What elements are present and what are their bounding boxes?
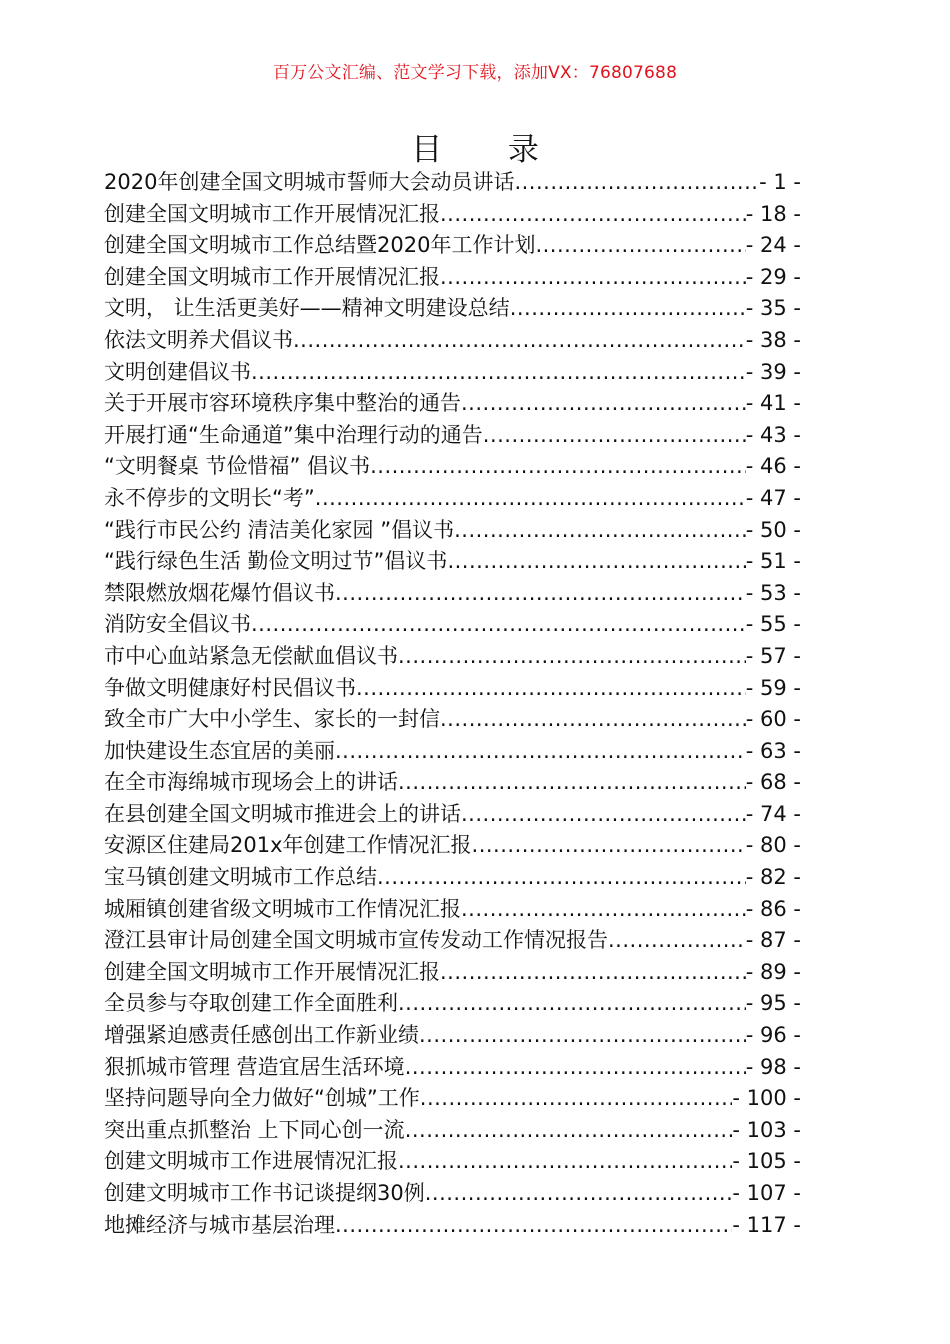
toc-entry-title: 坚持问题导向全力做好“创城”工作	[104, 1086, 420, 1111]
toc-leader-dots	[461, 799, 746, 831]
toc-entry-page: - 105 -	[732, 1149, 801, 1174]
toc-entry-page: - 29 -	[745, 264, 801, 289]
toc-entry-page: - 51 -	[745, 549, 801, 574]
toc-entry[interactable]	[104, 1020, 801, 1052]
toc-entry-title: 增强紧迫感责任感创出工作新业绩	[104, 1023, 419, 1048]
toc-entry-title: “文明餐桌 节俭惜福” 倡议书	[104, 454, 371, 479]
toc-entry-title: “践行绿色生活 勤俭文明过节”倡议书	[104, 549, 448, 574]
toc-entry-page: - 103 -	[732, 1117, 801, 1142]
toc-leader-dots	[440, 199, 746, 231]
toc-title: 目 录	[411, 132, 567, 168]
toc-entry-page: - 39 -	[745, 359, 801, 384]
toc-leader-dots	[398, 767, 746, 799]
toc-entry-page: - 41 -	[745, 391, 801, 416]
toc-entry[interactable]	[104, 957, 801, 989]
toc-entry-title: 创建文明城市工作进展情况汇报	[104, 1149, 398, 1174]
toc-entry[interactable]	[104, 167, 801, 199]
toc-entry-page: - 50 -	[745, 517, 801, 542]
toc-entry-page: - 95 -	[745, 991, 801, 1016]
toc-entry-title: 永不停步的文明长“考”	[104, 485, 315, 510]
toc-entry-title: 安源区住建局201x年创建工作情况汇报	[104, 833, 472, 858]
toc-entry-page: - 1 -	[759, 170, 801, 194]
toc-entry[interactable]	[104, 420, 801, 452]
toc-leader-dots	[356, 673, 746, 705]
toc-leader-dots	[315, 483, 746, 515]
toc-leader-dots	[335, 1210, 732, 1242]
toc-entry-page: - 80 -	[745, 833, 801, 858]
toc-leader-dots	[251, 357, 746, 389]
toc-entry-page: - 18 -	[745, 201, 801, 226]
toc-entry[interactable]	[104, 799, 801, 831]
toc-entry-title: 开展打通“生命通道”集中治理行动的通告	[104, 422, 483, 447]
table-of-contents	[104, 167, 801, 1241]
toc-entry-page: - 46 -	[745, 454, 801, 479]
toc-leader-dots	[405, 1052, 746, 1084]
toc-entry[interactable]	[104, 515, 801, 547]
toc-leader-dots	[425, 1178, 733, 1210]
watermark-header: 百万公文汇编、范文学习下载，添加VX：76807688	[272, 63, 678, 83]
toc-entry[interactable]	[104, 862, 801, 894]
toc-entry-title: 城厢镇创建省级文明城市工作情况汇报	[104, 896, 461, 921]
toc-entry-title: 创建全国文明城市工作总结暨2020年工作计划	[104, 233, 536, 258]
toc-entry-page: - 89 -	[745, 959, 801, 984]
toc-entry-title: 狠抓城市管理 营造宜居生活环境	[104, 1054, 405, 1079]
toc-entry-page: - 100 -	[732, 1086, 801, 1111]
toc-entry[interactable]	[104, 830, 801, 862]
toc-entry-page: - 87 -	[745, 928, 801, 953]
toc-entry-title: 2020年创建全国文明城市誓师大会动员讲话	[104, 170, 515, 194]
toc-leader-dots	[398, 641, 746, 673]
toc-entry-page: - 57 -	[745, 643, 801, 668]
toc-entry-title: 禁限燃放烟花爆竹倡议书	[104, 580, 335, 605]
toc-entry-title: 全员参与夺取创建工作全面胜利	[104, 991, 398, 1016]
toc-entry[interactable]	[104, 262, 801, 294]
toc-leader-dots	[251, 609, 746, 641]
toc-entry-title: 文明， 让生活更美好——精神文明建设总结	[104, 296, 510, 321]
toc-entry-page: - 117 -	[732, 1212, 801, 1237]
toc-entry-title: 创建文明城市工作书记谈提纲30例	[104, 1181, 425, 1205]
toc-entry[interactable]	[104, 325, 801, 357]
toc-entry-page: - 60 -	[745, 707, 801, 732]
toc-entry[interactable]	[104, 1052, 801, 1084]
toc-leader-dots	[461, 388, 746, 420]
toc-entry[interactable]	[104, 546, 801, 578]
toc-entry-page: - 63 -	[745, 738, 801, 763]
toc-entry-page: - 35 -	[745, 296, 801, 321]
toc-leader-dots	[454, 515, 746, 547]
toc-leader-dots	[377, 862, 746, 894]
toc-entry-title: 市中心血站紧急无偿献血倡议书	[104, 643, 398, 668]
toc-entry[interactable]	[104, 641, 801, 673]
toc-entry-title: 争做文明健康好村民倡议书	[104, 675, 356, 700]
toc-entry[interactable]	[104, 230, 801, 262]
toc-entry-title: 消防安全倡议书	[104, 612, 251, 637]
toc-entry-title: 澄江县审计局创建全国文明城市宣传发动工作情况报告	[104, 928, 608, 953]
toc-leader-dots	[510, 293, 746, 325]
toc-leader-dots	[535, 230, 745, 262]
toc-leader-dots	[440, 957, 746, 989]
toc-entry[interactable]	[104, 483, 801, 515]
toc-leader-dots	[370, 451, 746, 483]
toc-entry-page: - 59 -	[745, 675, 801, 700]
toc-entry-title: 依法文明养犬倡议书	[104, 327, 293, 352]
toc-entry-page: - 47 -	[745, 485, 801, 510]
toc-leader-dots	[335, 736, 746, 768]
toc-entry-title: 地摊经济与城市基层治理	[104, 1212, 335, 1237]
toc-entry[interactable]	[104, 1083, 801, 1115]
toc-entry-title: 加快建设生态宜居的美丽	[104, 738, 335, 763]
toc-entry-title: 突出重点抓整治 上下同心创一流	[104, 1117, 405, 1142]
toc-leader-dots	[472, 830, 746, 862]
toc-entry-title: 致全市广大中小学生、家长的一封信	[104, 707, 440, 732]
toc-entry[interactable]	[104, 388, 801, 420]
toc-entry-title: 创建全国文明城市工作开展情况汇报	[104, 201, 440, 226]
toc-leader-dots	[461, 894, 746, 926]
toc-entry-title: 关于开展市容环境秩序集中整治的通告	[104, 391, 461, 416]
toc-entry-page: - 82 -	[745, 865, 801, 890]
toc-entry-page: - 38 -	[745, 327, 801, 352]
toc-entry[interactable]	[104, 1146, 801, 1178]
toc-entry[interactable]	[104, 736, 801, 768]
toc-entry-page: - 43 -	[745, 422, 801, 447]
toc-entry-title: 创建全国文明城市工作开展情况汇报	[104, 959, 440, 984]
toc-leader-dots	[293, 325, 746, 357]
toc-entry[interactable]	[104, 199, 801, 231]
toc-entry[interactable]	[104, 451, 801, 483]
toc-leader-dots	[483, 420, 746, 452]
toc-leader-dots	[398, 1146, 732, 1178]
toc-entry-title: 在县创建全国文明城市推进会上的讲话	[104, 801, 461, 826]
toc-leader-dots	[335, 578, 746, 610]
toc-entry-page: - 107 -	[732, 1181, 801, 1205]
toc-leader-dots	[405, 1115, 733, 1147]
toc-entry-page: - 74 -	[745, 801, 801, 826]
toc-leader-dots	[447, 546, 745, 578]
toc-entry-title: 创建全国文明城市工作开展情况汇报	[104, 264, 440, 289]
toc-entry-title: 文明创建倡议书	[104, 359, 251, 384]
toc-leader-dots	[440, 262, 746, 294]
toc-entry[interactable]	[104, 1115, 801, 1147]
toc-leader-dots	[514, 167, 759, 199]
toc-entry[interactable]	[104, 673, 801, 705]
toc-leader-dots	[420, 1083, 733, 1115]
toc-leader-dots	[608, 925, 746, 957]
toc-entry[interactable]	[104, 609, 801, 641]
toc-entry[interactable]	[104, 704, 801, 736]
toc-entry[interactable]	[104, 578, 801, 610]
toc-entry[interactable]	[104, 1210, 801, 1242]
toc-leader-dots	[419, 1020, 746, 1052]
toc-entry-title: “践行市民公约 清洁美化家园 ”倡议书	[104, 517, 455, 542]
toc-entry[interactable]	[104, 988, 801, 1020]
toc-entry-page: - 96 -	[745, 1023, 801, 1048]
toc-entry[interactable]	[104, 1178, 801, 1210]
toc-entry[interactable]	[104, 293, 801, 325]
toc-entry-page: - 55 -	[745, 612, 801, 637]
toc-entry-title: 宝马镇创建文明城市工作总结	[104, 865, 377, 890]
toc-entry[interactable]	[104, 894, 801, 926]
toc-entry-page: - 98 -	[745, 1054, 801, 1079]
toc-entry-page: - 68 -	[745, 770, 801, 795]
toc-entry-page: - 24 -	[745, 233, 801, 258]
toc-entry[interactable]	[104, 767, 801, 799]
toc-entry-page: - 86 -	[745, 896, 801, 921]
toc-leader-dots	[398, 988, 746, 1020]
toc-leader-dots	[440, 704, 746, 736]
toc-entry-page: - 53 -	[745, 580, 801, 605]
toc-entry[interactable]	[104, 925, 801, 957]
toc-entry-title: 在全市海绵城市现场会上的讲话	[104, 770, 398, 795]
toc-entry[interactable]	[104, 357, 801, 389]
